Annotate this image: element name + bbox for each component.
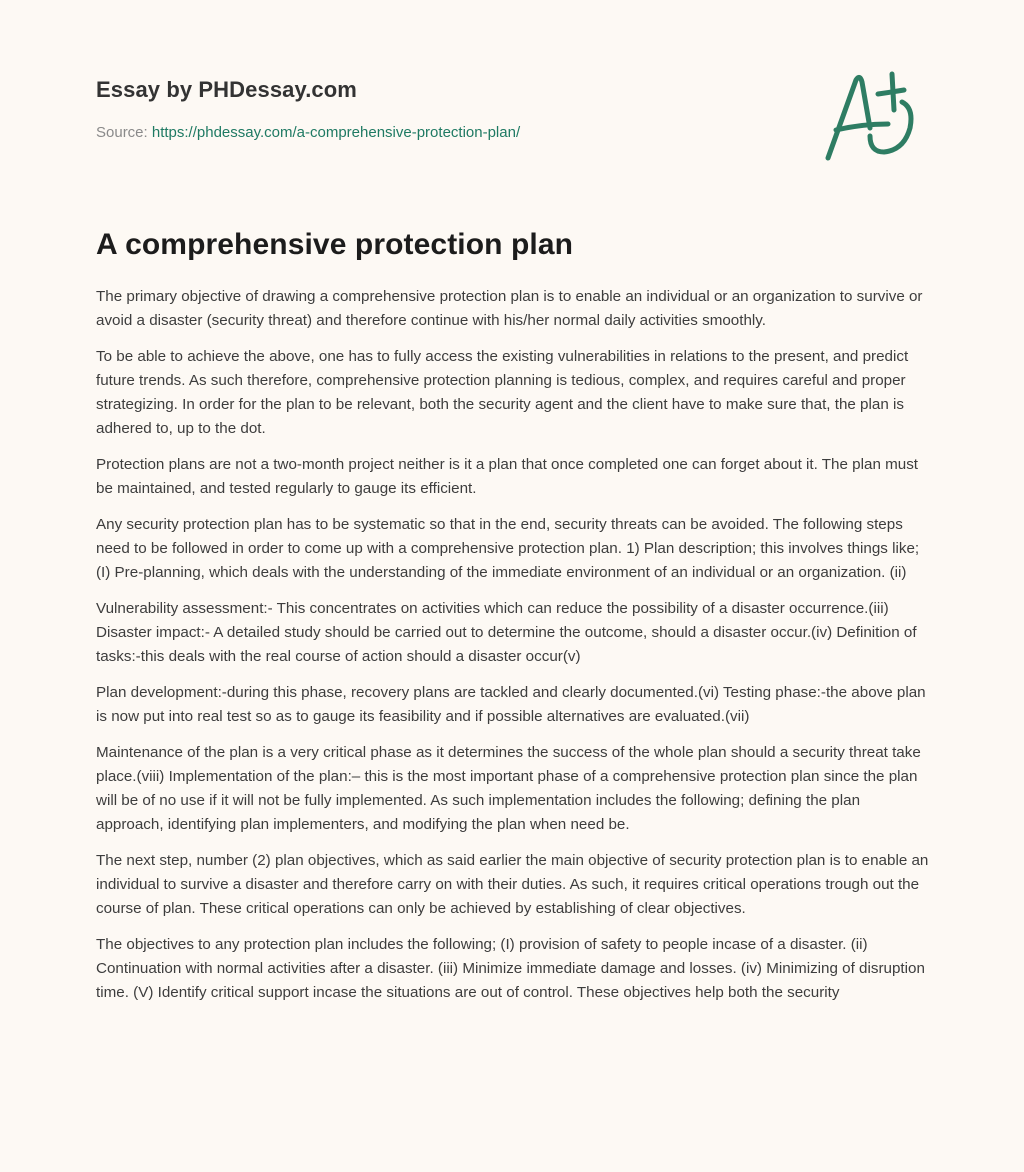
essay-page [96,0,929,1001]
essay-paragraph: Maintenance of the plan is a very critical phase as it determines the success of the whole plan should a security threat take place.(viii) Implementation of the plan:– this is the most important phase of a comprehensive protection plan since the plan will be of no use if it will not be fully implemented. As such implementation includes the following; defining the plan approach, identifying plan implementers, and modifying the plan when need be. [96,744,921,833]
a-plus-grade-icon [822,66,932,166]
essay-body [96,285,930,1017]
essay-paragraph: The primary objective of drawing a comprehensive protection plan is to enable an individual or an organization to survive or avoid a disaster (security threat) and therefore continue with his/her normal daily activities smoothly. [96,288,923,329]
essay-paragraph: The next step, number (2) plan objectives, which as said earlier the main objective of security protection plan is to enable an individual to survive a disaster and therefore carry on with their duties. As such, it requires critical operations trough out the course of plan. These critical operations can only be achieved by establishing of clear objectives. [96,852,929,917]
source-link[interactable]: https://phdessay.com/a-comprehensive-protection-plan/ [151,124,521,141]
essay-title: A comprehensive protection plan [96,228,574,261]
source-line [96,123,520,143]
page-header [96,0,928,200]
essay-paragraph: Protection plans are not a two-month project neither is it a plan that once completed one can forget about it. The plan must be maintained, and tested regularly to gauge its efficient. [96,456,919,497]
essay-paragraph: The objectives to any protection plan includes the following; (I) provision of safety to people incase of a disaster. (ii) Continuation with normal activities after a disaster. (iii) Minimize immediate damage and losses. (iv) Minimizing of disruption time. (V) Identify critical support incase the situations are out of control. These objectives help both the security [96,936,925,1001]
source-label: Source: [96,124,152,141]
essay-paragraph: Vulnerability assessment:- This concentrates on activities which can reduce the possibility of a disaster occurrence.(iii) Disaster impact:- A detailed study should be carried out to determine the outcome, should a disaster occur.(iv) Definition of tasks:-this deals with the real course of action should a disaster occur(v) [96,600,917,665]
brand-title: Essay by PHDessay.com [96,77,357,102]
essay-paragraph: To be able to achieve the above, one has to fully access the existing vulnerabilities in relations to the present, and predict future trends. As such therefore, comprehensive protection planning is tedious, complex, and requires careful and proper strategizing. In order for the plan to be relevant, both the security agent and the client have to make sure that, the plan is adhered to, up to the dot. [96,348,909,437]
essay-paragraph: Plan development:-during this phase, recovery plans are tackled and clearly documented.(vi) Testing phase:-the above plan is now put into real test so as to gauge its feasibility and if possible alternatives are evaluated.(vii) [96,684,926,725]
essay-paragraph: Any security protection plan has to be systematic so that in the end, security threats can be avoided. The following steps need to be followed in order to come up with a comprehensive protection plan. 1) Plan description; this involves things like; (I) Pre-planning, which deals with the understanding of the immediate environment of an individual or an organization. (ii) [96,516,920,581]
